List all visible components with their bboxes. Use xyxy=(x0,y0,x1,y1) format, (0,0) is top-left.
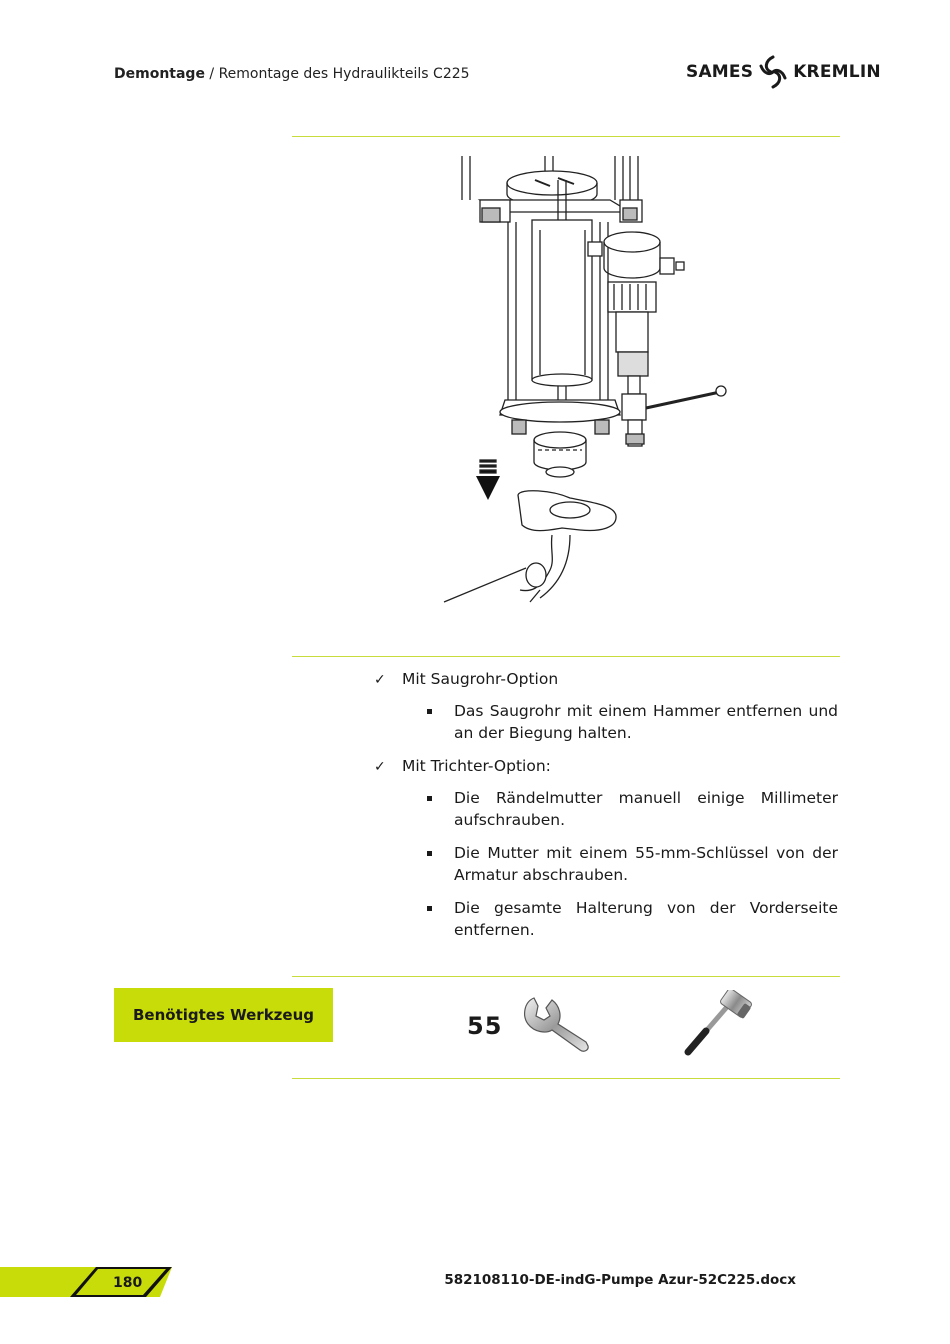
divider-top xyxy=(292,136,840,137)
pump-assembly-drawing xyxy=(440,150,740,610)
divider-tools-top xyxy=(292,976,840,977)
divider-instructions-top xyxy=(292,656,840,657)
square-bullet-icon xyxy=(427,906,432,911)
step-item xyxy=(372,897,838,941)
step-text: Die Mutter mit einem 55-mm-Schlüssel von der Armatur abschrauben. xyxy=(454,844,838,884)
sames-kremlin-logo xyxy=(686,52,891,92)
step-text: Die Rändelmutter manuell einige Millimeter aufschrauben. xyxy=(454,789,838,829)
header-section-bold: Demontage xyxy=(114,66,205,82)
page-number-banner xyxy=(0,1267,172,1297)
wrench-icon xyxy=(520,994,592,1056)
step-item xyxy=(372,787,838,831)
logo-text-right: KREMLIN xyxy=(793,62,881,82)
page-header-title xyxy=(114,66,470,82)
required-tools-label: Benötigtes Werkzeug xyxy=(114,988,333,1042)
instruction-list xyxy=(372,668,838,952)
step-item xyxy=(372,842,838,886)
option-saugrohr xyxy=(372,668,838,690)
divider-tools-bottom xyxy=(292,1078,840,1079)
check-icon: ✓ xyxy=(374,672,386,688)
step-text: Die gesamte Halterung von der Vorderseite entfernen. xyxy=(454,899,838,939)
step-text: Das Saugrohr mit einem Hammer entfernen und an der Biegung halten. xyxy=(454,702,838,742)
wrench-size-label: 55 xyxy=(467,1012,503,1040)
square-bullet-icon xyxy=(427,796,432,801)
page-number: 180 xyxy=(113,1275,143,1291)
check-icon: ✓ xyxy=(374,759,386,775)
hammer-icon xyxy=(676,990,756,1060)
square-bullet-icon xyxy=(427,709,432,714)
logo-text-left: SAMES xyxy=(686,62,754,82)
option-trichter-label: Mit Trichter-Option: xyxy=(402,757,551,775)
option-saugrohr-label: Mit Saugrohr-Option xyxy=(402,670,559,688)
logo-swirl-icon xyxy=(756,53,790,91)
document-filename: 582108110-DE-indG-Pumpe Azur-52C225.docx xyxy=(444,1272,796,1288)
header-section-rest: / Remontage des Hydraulikteils C225 xyxy=(204,66,470,82)
step-item xyxy=(372,700,838,744)
square-bullet-icon xyxy=(427,851,432,856)
option-trichter xyxy=(372,755,838,777)
